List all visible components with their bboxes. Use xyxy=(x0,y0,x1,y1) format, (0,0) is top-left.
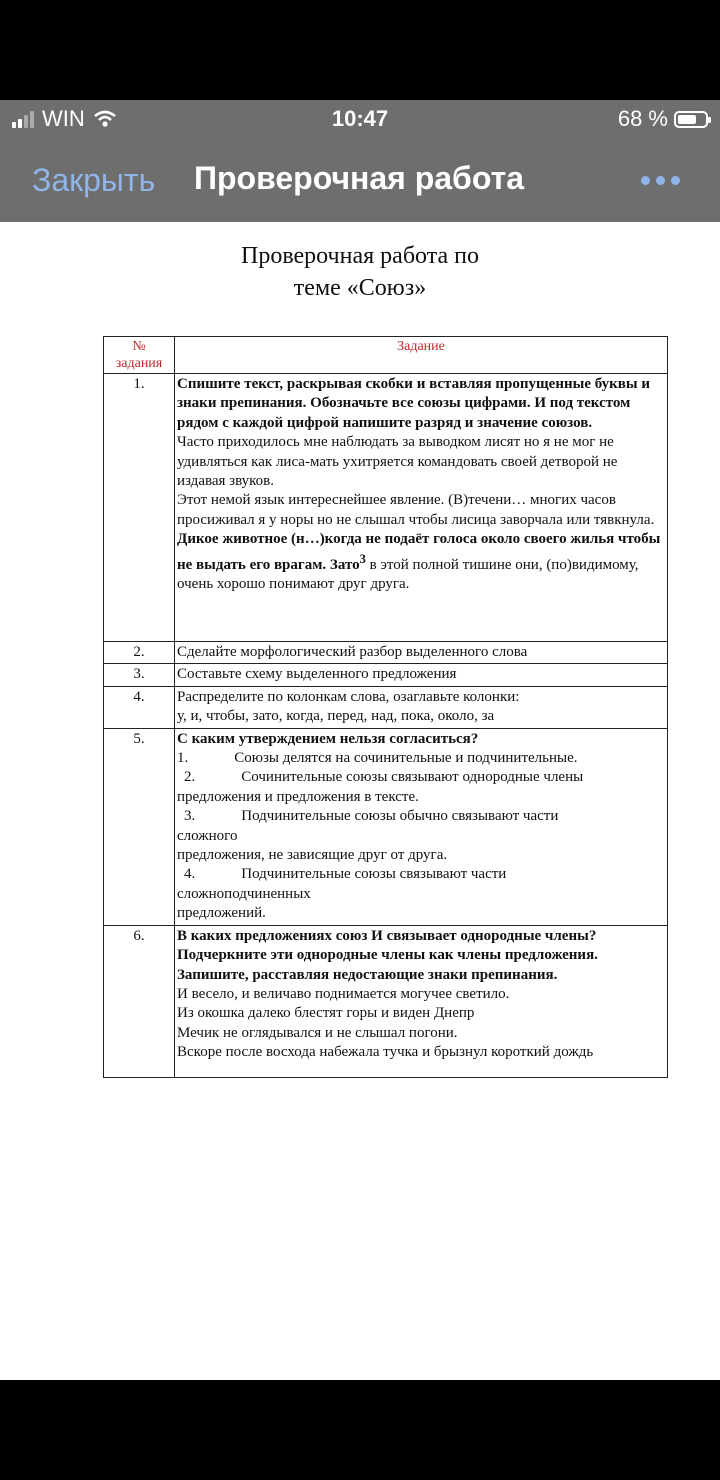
battery-percent: 68 % xyxy=(617,106,668,131)
option-text-cont: предложения, не зависящие друг от друга. xyxy=(177,847,448,864)
clock: 10:47 xyxy=(331,106,389,131)
header-task: Задание xyxy=(175,337,668,374)
table-row xyxy=(104,686,668,728)
sentence: Вскоре после восхода набежала тучка и брызнул короткий дождь xyxy=(177,1044,594,1061)
task-number: 1. xyxy=(104,374,175,642)
task-text: Распределите по колонкам слова, озаглавьте колонки: xyxy=(177,688,520,705)
option-number: 1. xyxy=(177,750,189,767)
option-text-cont: предложений. xyxy=(177,905,266,922)
task-question: С каким утверждением нельзя согласиться? xyxy=(177,730,479,747)
option-text: Сочинительные союзы связывают однородные члены xyxy=(241,769,584,786)
sentence-rest: в этой полной тишине они, (по)видимому, очень хорошо понимают друг друга. xyxy=(177,556,639,593)
option-number: 4. xyxy=(184,866,196,883)
task-content xyxy=(175,728,668,925)
option-text: Союзы делятся на сочинительные и подчинительные. xyxy=(234,750,578,767)
bold-sentence: Дикое животное (н…)когда не подаёт голоса около своего жилья чтобы не выдать его врагам. Зато xyxy=(177,531,661,573)
task-number: 2. xyxy=(104,642,175,664)
task-text xyxy=(177,530,665,594)
task-number: 3. xyxy=(104,664,175,686)
option-4 xyxy=(177,865,665,884)
option-number: 3. xyxy=(184,808,196,825)
tasks-table xyxy=(103,336,668,1078)
task-number: 6. xyxy=(104,925,175,1077)
table-row xyxy=(104,374,668,642)
task-content xyxy=(175,686,668,728)
navigation-bar xyxy=(0,140,720,222)
battery-group xyxy=(618,106,708,132)
option-text-cont: сложного xyxy=(177,827,238,844)
word-list: у, и, чтобы, зато, когда, перед, над, пока, около, за xyxy=(177,708,495,725)
option-2 xyxy=(177,768,665,787)
header-number-label: задания xyxy=(115,356,163,371)
option-text: Подчинительные союзы обычно связывают части xyxy=(241,808,559,825)
battery-icon xyxy=(674,111,708,128)
sentence: И весело, и величаво поднимается могучее светило. xyxy=(177,985,510,1002)
superscript-mark: 3 xyxy=(359,551,366,566)
table-header xyxy=(104,337,668,374)
task-text: Часто приходилось мне наблюдать за выводком лисят но я не мог не удивляться как лиса-мать ухитряется командовать своей детворой не издавая звуков. xyxy=(177,434,618,490)
header-number-symbol: № xyxy=(132,339,146,354)
header-number xyxy=(104,337,175,374)
table-row xyxy=(104,664,668,686)
carrier-name: WIN xyxy=(42,106,85,131)
nav-title: Проверочная работа xyxy=(194,160,525,196)
bottom-bar xyxy=(0,1380,720,1480)
sentence: Мечик не оглядывался и не слышал погони. xyxy=(177,1024,458,1041)
document-title-line1: Проверочная работа по xyxy=(241,243,479,269)
table-row xyxy=(104,642,668,664)
document-title xyxy=(0,240,720,304)
sentence: Из окошка далеко блестят горы и виден Днепр xyxy=(177,1005,475,1022)
option-text: Подчинительные союзы связывают части xyxy=(241,866,507,883)
task-content xyxy=(175,374,668,642)
table-row xyxy=(104,728,668,925)
task-instruction: Спишите текст, раскрывая скобки и вставляя пропущенные буквы и знаки препинания. Обозначьте все союзы цифрами. И под текстом рядом с каждой цифрой напишите разряд и значение союзов. xyxy=(177,376,651,431)
task-content: Сделайте морфологический разбор выделенного слова xyxy=(175,642,668,664)
document-page xyxy=(0,222,720,1380)
table-row xyxy=(104,925,668,1077)
task-content xyxy=(175,925,668,1077)
document-title-line2: теме «Союз» xyxy=(293,275,427,301)
option-1 xyxy=(177,749,665,768)
option-text-cont: сложноподчиненных xyxy=(177,885,311,902)
task-text: Этот немой язык интереснейшее явление. (В)течени… многих часов просиживал я у норы но не слышал чтобы лисица заворчала или тявкнула. xyxy=(177,492,655,528)
option-number: 2. xyxy=(184,769,196,786)
close-button[interactable]: Закрыть xyxy=(32,162,156,198)
task-content: Составьте схему выделенного предложения xyxy=(175,664,668,686)
task-instruction: В каких предложениях союз И связывает однородные члены? Подчеркните эти однородные члены как члены предложения. Запишите, расставляя недостающие знаки препинания. xyxy=(177,927,598,983)
option-3 xyxy=(177,807,665,826)
task-number: 5. xyxy=(104,728,175,925)
option-text-cont: предложения и предложения в тексте. xyxy=(177,788,419,805)
more-icon[interactable] xyxy=(641,176,680,185)
task-number: 4. xyxy=(104,686,175,728)
status-bar xyxy=(0,100,720,140)
